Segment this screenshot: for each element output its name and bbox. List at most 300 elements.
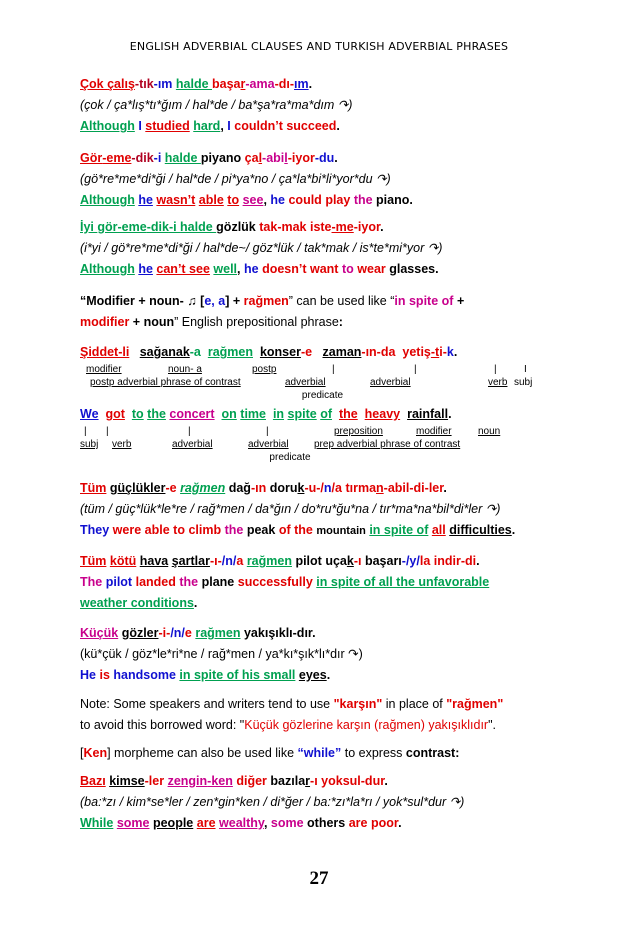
word: the xyxy=(294,523,313,537)
suffix: - xyxy=(304,481,309,495)
example-3 xyxy=(80,217,565,280)
word: mountain xyxy=(316,525,366,537)
word: difficulties xyxy=(449,523,512,537)
word: to xyxy=(131,407,144,421)
example-7 xyxy=(80,623,565,686)
word: could xyxy=(288,193,322,207)
example-8-pronunciation: (ba:*zı / kim*se*ler / zen*gin*ken / di*ğer / ba:*zı*la*rı / yok*sul*dur ↷) xyxy=(80,795,465,809)
word: Tüm xyxy=(80,481,107,495)
word: rainfall xyxy=(407,407,449,421)
punct: , xyxy=(220,119,228,133)
example-1 xyxy=(80,74,565,137)
suffix: k xyxy=(346,554,354,568)
word: piyano xyxy=(200,151,245,165)
suffix: -abi xyxy=(262,151,285,165)
suffix: -ım xyxy=(153,77,176,91)
word: are xyxy=(196,816,216,830)
punct: . xyxy=(443,481,447,495)
gloss: adverbial xyxy=(248,439,289,450)
word: ça xyxy=(244,151,259,165)
word: able xyxy=(144,523,170,537)
gloss: | xyxy=(266,426,269,437)
punct: . xyxy=(334,151,338,165)
word: The xyxy=(80,575,103,589)
word: some xyxy=(116,816,150,830)
example-5 xyxy=(80,478,565,542)
word: are xyxy=(348,816,368,830)
gloss: modifier xyxy=(86,364,122,375)
text: ” English prepositional phrase xyxy=(174,315,339,329)
word: he xyxy=(138,193,153,207)
example-4-gloss-row-2 xyxy=(80,376,565,389)
word: piano xyxy=(376,193,410,207)
punct: . xyxy=(312,626,316,640)
word: kimse xyxy=(109,774,145,788)
word: rağmen xyxy=(180,481,226,495)
gloss: noun xyxy=(478,426,501,437)
gloss: | xyxy=(84,426,87,437)
word: wasn’t xyxy=(156,193,196,207)
suffix: /n/ xyxy=(221,554,237,568)
text: ” can be used like “ xyxy=(288,294,395,308)
suffix: -dur xyxy=(360,774,385,788)
example-4-english xyxy=(80,404,565,425)
word: Although xyxy=(80,119,135,133)
text: to express xyxy=(341,746,406,760)
example-8-turkish xyxy=(80,771,565,792)
text: rağmen xyxy=(243,294,289,308)
example-5-pronunciation: (tüm / güç*lük*le*re / rağ*men / da*ğın / do*ru*ğu*na / tır*ma*na*bil*di*ler ↷) xyxy=(80,502,501,516)
suffix: - xyxy=(289,77,295,91)
gloss: adverbial xyxy=(285,377,326,388)
example-8 xyxy=(80,771,565,834)
suffix: -i- xyxy=(158,626,171,640)
word: of xyxy=(278,523,291,537)
punct: , xyxy=(237,262,244,276)
word: is xyxy=(99,668,110,682)
text: e, xyxy=(204,294,215,308)
suffix: -di xyxy=(409,481,425,495)
example-7-english xyxy=(80,665,565,686)
suffix: / xyxy=(331,481,336,495)
punct: . xyxy=(453,345,458,359)
example-4 xyxy=(80,342,565,464)
example-4-turkish xyxy=(80,342,565,363)
word: he xyxy=(138,262,153,276)
punct: . xyxy=(409,193,413,207)
text: to avoid this borrowed word: " xyxy=(80,718,245,732)
suffix: -ın-da xyxy=(361,345,396,359)
word: on xyxy=(221,407,237,421)
gloss: verb xyxy=(488,377,508,388)
suffix: /n/ xyxy=(170,626,185,640)
suffix: -dır xyxy=(292,626,313,640)
example-3-pronunciation: (i*yi / gö*re*me*di*ği / hal*de~/ göz*lük / tak*mak / is*te*mi*yor ↷) xyxy=(80,241,443,255)
word: I xyxy=(138,119,142,133)
suffix: -e xyxy=(165,481,177,495)
text: "rağmen" xyxy=(446,697,504,711)
suffix: -ken xyxy=(207,774,233,788)
suffix: -/ xyxy=(316,481,324,495)
example-2 xyxy=(80,148,565,211)
example-1-turkish xyxy=(80,74,565,95)
suffix: e xyxy=(184,626,192,640)
word: the xyxy=(224,523,244,537)
text: of xyxy=(441,294,454,308)
gloss: preposition xyxy=(334,426,383,437)
word: he xyxy=(243,262,259,276)
suffix: -e xyxy=(300,345,313,359)
text: modifier xyxy=(80,315,130,329)
suffix: -ı- xyxy=(209,554,222,568)
word: şartlar xyxy=(171,554,210,568)
word: He xyxy=(80,668,96,682)
text: Ken xyxy=(83,746,108,760)
text: spite xyxy=(408,294,439,308)
word: handsome xyxy=(113,668,176,682)
suffix: -ler xyxy=(144,774,165,788)
example-8-english xyxy=(80,813,565,834)
word: uça xyxy=(325,554,347,568)
word: çalış xyxy=(107,77,135,91)
suffix: -ın xyxy=(250,481,267,495)
word: of xyxy=(320,407,333,421)
word: to xyxy=(173,523,185,537)
word: pilot xyxy=(295,554,322,568)
word: zaman xyxy=(322,345,362,359)
suffix: n xyxy=(376,481,384,495)
gloss: adverbial xyxy=(172,439,213,450)
word: got xyxy=(105,407,125,421)
word: he xyxy=(270,193,285,207)
word: heavy xyxy=(364,407,401,421)
text: Note: Some speakers and writers tend to use xyxy=(80,697,334,711)
punct: , xyxy=(263,193,271,207)
word: rağmen xyxy=(195,626,241,640)
example-6-turkish xyxy=(80,551,565,572)
word: indir xyxy=(433,554,461,568)
word: some xyxy=(270,816,304,830)
suffix: la xyxy=(419,554,431,568)
note-ken xyxy=(80,743,565,764)
text: Küçük gözlerine karşın (rağmen) yakışıklıdır xyxy=(244,718,489,732)
word: eyes xyxy=(298,668,327,682)
text: a xyxy=(218,294,226,308)
suffix: -tık xyxy=(134,77,154,91)
punct: . xyxy=(511,523,516,537)
suffix: -abil xyxy=(383,481,410,495)
text: ] morpheme can also be used like xyxy=(107,746,298,760)
suffix: - xyxy=(442,345,447,359)
punct: . xyxy=(435,262,439,276)
punct: . xyxy=(398,816,402,830)
text: in place of xyxy=(382,697,447,711)
suffix: u xyxy=(308,481,317,495)
word: concert xyxy=(169,407,215,421)
text: : xyxy=(338,315,343,329)
word: poor xyxy=(370,816,399,830)
punct: . xyxy=(380,220,384,234)
word: in spite of all the unfavorable xyxy=(316,575,490,589)
word: While xyxy=(80,816,114,830)
suffix: i xyxy=(439,345,443,359)
suffix: r xyxy=(240,77,246,91)
text: "karşın" xyxy=(333,697,383,711)
word: glasses xyxy=(389,262,436,276)
word: wear xyxy=(357,262,386,276)
word: to xyxy=(227,193,240,207)
word: rağmen xyxy=(207,345,253,359)
example-4-gloss-row-5 xyxy=(80,438,565,451)
word: halde xyxy=(180,220,217,234)
word: hava xyxy=(139,554,169,568)
text: ] xyxy=(225,294,230,308)
word: gözlük xyxy=(216,220,260,234)
word: pilot xyxy=(105,575,133,589)
note-1-line-2 xyxy=(80,312,565,333)
word: tak xyxy=(259,220,278,234)
word: zengin xyxy=(167,774,208,788)
word: rağmen xyxy=(246,554,292,568)
word: hard xyxy=(193,119,221,133)
gloss: | xyxy=(106,426,109,437)
word: tırma xyxy=(345,481,377,495)
text: noun xyxy=(143,315,175,329)
word: başarı xyxy=(364,554,402,568)
gloss: | xyxy=(188,426,191,437)
word: climb xyxy=(188,523,222,537)
suffix: k xyxy=(297,481,305,495)
suffix: ım xyxy=(294,77,309,91)
word: see xyxy=(242,193,264,207)
suffix: a xyxy=(335,481,342,495)
word: weather conditions xyxy=(80,596,194,610)
word: Çok xyxy=(80,77,108,91)
word: successfully xyxy=(237,575,313,589)
word: doesn’t xyxy=(262,262,307,276)
note-2-line-2 xyxy=(80,715,565,736)
punct: . xyxy=(448,407,452,421)
word: peak xyxy=(246,523,276,537)
word: başa xyxy=(212,77,241,91)
text: noun- xyxy=(149,294,184,308)
text: + xyxy=(229,294,244,308)
suffix: -iyor xyxy=(353,220,381,234)
word: They xyxy=(80,523,110,537)
suffix: -iyor xyxy=(287,151,315,165)
word: bazıla xyxy=(270,774,306,788)
text: in xyxy=(394,294,406,308)
example-5-turkish xyxy=(80,478,565,499)
word: konser xyxy=(259,345,301,359)
word: yoksul xyxy=(321,774,361,788)
gloss: postp adverbial phrase of contrast xyxy=(90,377,241,388)
word: succeed xyxy=(286,119,337,133)
suffix: -i xyxy=(168,220,181,234)
example-3-english xyxy=(80,259,565,280)
example-6 xyxy=(80,551,565,614)
suffix: -dı xyxy=(274,77,290,91)
page-number: 27 xyxy=(309,868,329,889)
word: people xyxy=(152,816,194,830)
gloss: subj xyxy=(514,377,533,388)
punct: . xyxy=(384,774,388,788)
text: contrast: xyxy=(405,746,460,760)
word: spite xyxy=(287,407,317,421)
note-2-line-1 xyxy=(80,694,565,715)
word: Although xyxy=(80,262,135,276)
suffix: -dik xyxy=(131,151,154,165)
word: plane xyxy=(201,575,235,589)
word: all xyxy=(431,523,446,537)
word: able xyxy=(198,193,224,207)
suffix: a xyxy=(236,554,244,568)
word: studied xyxy=(145,119,190,133)
word: İyi xyxy=(80,220,98,234)
example-2-pronunciation: (gö*re*me*di*ği / hal*de / pi*ya*no / ça*la*bi*li*yor*du ↷) xyxy=(80,172,391,186)
word: gör xyxy=(97,220,118,234)
suffix: -i xyxy=(153,151,165,165)
suffix: k xyxy=(446,345,454,359)
word: gözler xyxy=(121,626,159,640)
word: Tüm xyxy=(80,554,107,568)
gloss: noun- a xyxy=(168,364,202,375)
gloss: subj xyxy=(80,439,99,450)
word: were xyxy=(112,523,142,537)
text: ". xyxy=(488,718,497,732)
word: Bazı xyxy=(80,774,106,788)
example-7-turkish xyxy=(80,623,565,644)
example-5-english xyxy=(80,520,565,542)
example-6-english-line-2 xyxy=(80,593,565,614)
word: the xyxy=(353,193,373,207)
example-3-turkish xyxy=(80,217,565,238)
text: “while” xyxy=(297,746,342,760)
word: play xyxy=(325,193,351,207)
suffix: r xyxy=(305,774,311,788)
page-header: ENGLISH ADVERBIAL CLAUSES AND TURKISH ADVERBIAL PHRASES xyxy=(129,40,509,53)
punct: . xyxy=(193,596,198,610)
word: well xyxy=(213,262,238,276)
punct: . xyxy=(476,554,480,568)
word: can’t see xyxy=(156,262,210,276)
example-1-pronunciation: (çok / ça*lış*tı*ğım / hal*de / ba*şa*ra*ma*dım ↷) xyxy=(80,98,353,112)
gloss: verb xyxy=(112,439,132,450)
word: diğer xyxy=(236,774,267,788)
suffix: -me xyxy=(331,220,354,234)
punct: , xyxy=(263,816,271,830)
text: + xyxy=(129,315,144,329)
example-7-pronunciation: (kü*çük / göz*le*ri*ne / rağ*men / ya*kı*şık*lı*dır ↷) xyxy=(80,647,363,661)
word: want xyxy=(310,262,339,276)
suffix: -mak xyxy=(277,220,310,234)
suffix: -du xyxy=(314,151,335,165)
example-6-english-line-1 xyxy=(80,572,565,593)
word: wealthy xyxy=(219,816,264,830)
example-4-gloss-row-3: predicate xyxy=(301,390,344,401)
suffix: -t xyxy=(430,345,440,359)
gloss: I xyxy=(524,364,527,375)
word: We xyxy=(80,407,99,421)
suffix: -ler xyxy=(424,481,444,495)
suffix: -dik xyxy=(146,220,169,234)
word: in spite of xyxy=(369,523,429,537)
word: others xyxy=(307,816,346,830)
word: the xyxy=(147,407,166,421)
word: I xyxy=(227,119,231,133)
gloss: | xyxy=(332,364,335,375)
note-modifier-noun xyxy=(80,291,565,333)
suffix: -di xyxy=(460,554,477,568)
gloss: | xyxy=(494,364,497,375)
word: time xyxy=(240,407,266,421)
word: Gör xyxy=(80,151,103,165)
word: in spite of his small xyxy=(179,668,296,682)
word: yetiş xyxy=(402,345,431,359)
word: doru xyxy=(269,481,298,495)
example-1-english xyxy=(80,116,565,137)
word: güçlükler xyxy=(109,481,166,495)
suffix: -eme xyxy=(117,220,147,234)
suffix: -ı xyxy=(353,554,362,568)
punct: . xyxy=(336,119,340,133)
word: sağanak xyxy=(139,345,190,359)
word: halde xyxy=(175,77,213,91)
gloss: adverbial xyxy=(370,377,411,388)
gloss: postp xyxy=(252,364,277,375)
word: kötü xyxy=(109,554,137,568)
word: the xyxy=(338,407,358,421)
example-2-turkish xyxy=(80,148,565,169)
example-4-gloss-row-6: predicate xyxy=(269,452,311,463)
word: Küçük xyxy=(80,626,119,640)
suffix: -ama xyxy=(245,77,275,91)
gloss: modifier xyxy=(416,426,452,437)
punct: . xyxy=(326,668,331,682)
word: Şiddet-li xyxy=(80,345,130,359)
example-4-gloss-row-1 xyxy=(80,363,565,376)
word: yakışıklı xyxy=(243,626,293,640)
word: to xyxy=(341,262,354,276)
note-3-line xyxy=(80,743,565,764)
text: [ xyxy=(80,746,84,760)
gloss: | xyxy=(414,364,417,375)
word: couldn’t xyxy=(234,119,283,133)
note-karsin xyxy=(80,694,565,736)
suffix: l xyxy=(284,151,288,165)
example-2-english xyxy=(80,190,565,211)
text: “Modifier xyxy=(80,294,135,308)
word: iste xyxy=(309,220,332,234)
punct: . xyxy=(308,77,313,91)
suffix: -ı xyxy=(310,774,318,788)
word: Although xyxy=(80,193,135,207)
gloss: prep adverbial phrase of contrast xyxy=(314,439,461,450)
word: landed xyxy=(135,575,176,589)
example-4-gloss-row-4 xyxy=(80,425,565,438)
note-1-line-1 xyxy=(80,291,565,312)
suffix: -/y/ xyxy=(401,554,420,568)
suffix: l xyxy=(258,151,263,165)
music-icon: ♫ xyxy=(183,294,201,308)
text: + xyxy=(134,294,150,308)
suffix: -a xyxy=(189,345,201,359)
text: [ xyxy=(200,294,205,308)
text: + xyxy=(453,294,465,308)
word: in xyxy=(272,407,285,421)
word: the xyxy=(179,575,199,589)
suffix: n xyxy=(323,481,332,495)
